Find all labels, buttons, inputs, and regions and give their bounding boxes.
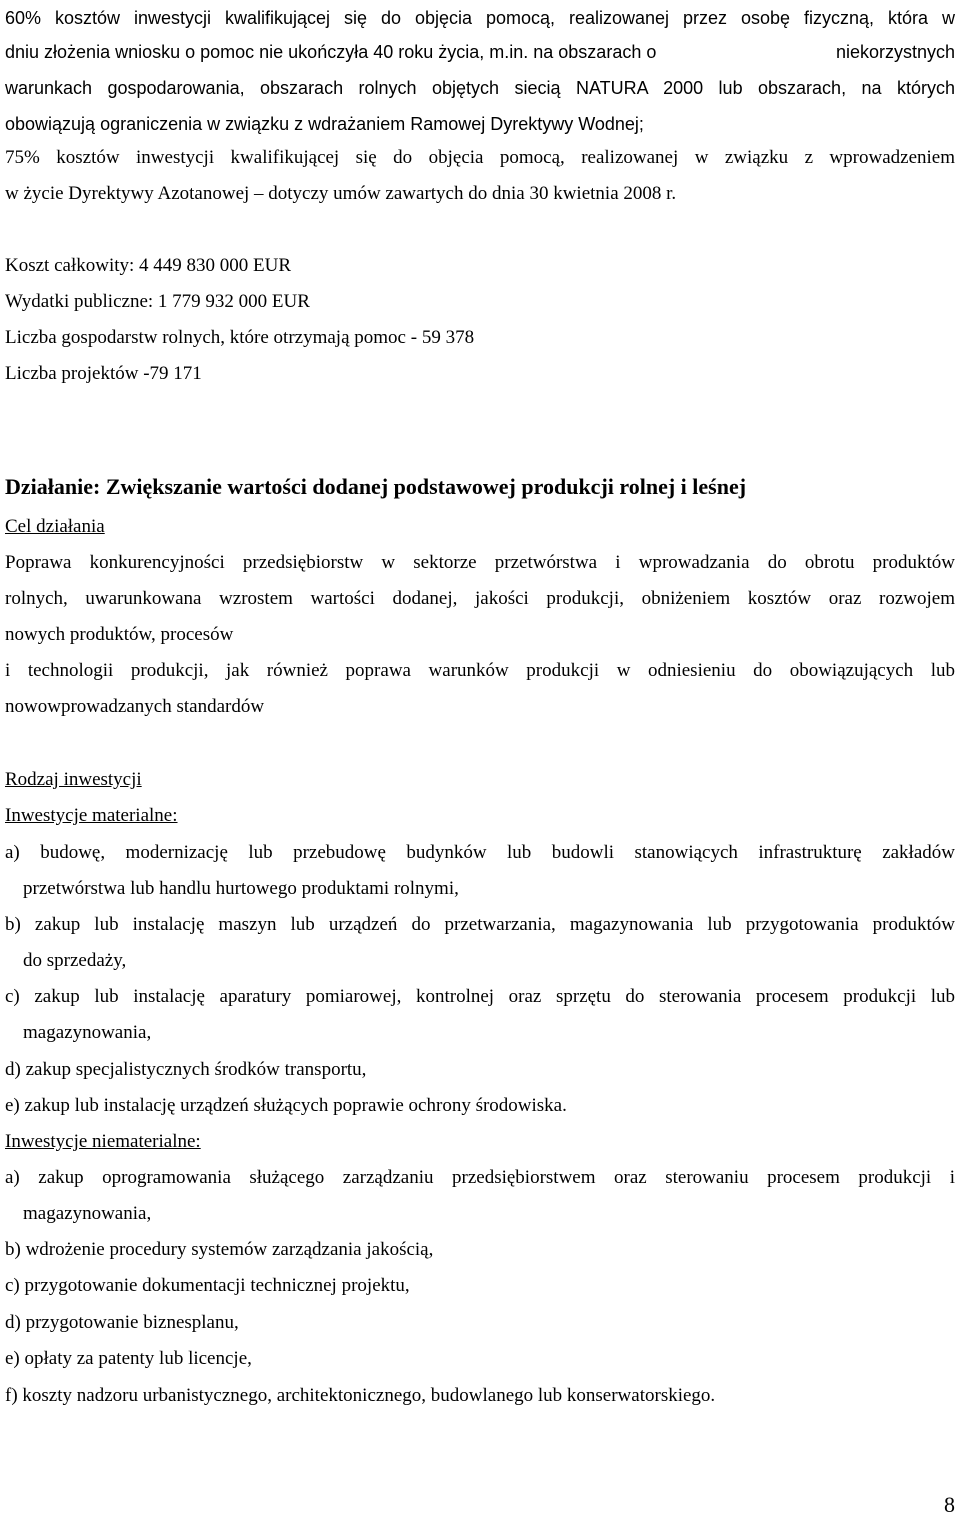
material-item-a-line2: przetwórstwa lub handlu hurtowego produktami rolnymi, [23, 878, 459, 899]
material-item-a-line1: a) budowę, modernizację lub przebudowę budynków lub budowli stanowiących infrastrukturę zakładów [5, 842, 955, 863]
material-item-d: d) zakup specjalistycznych środków transportu, [5, 1059, 367, 1080]
goal-line-3: nowych produktów, procesów [5, 624, 234, 645]
farms-count: Liczba gospodarstw rolnych, które otrzymają pomoc - 59 378 [5, 327, 475, 348]
page-number: 8 [944, 1492, 955, 1517]
material-item-b-line1: b) zakup lub instalację maszyn lub urządzeń do przetwarzania, magazynowania lub przygotowania produktów [5, 914, 955, 935]
intro-line-1: 60% kosztów inwestycji kwalifikującej się do objęcia pomocą, realizowanej przez osobę fizyczną, która w [5, 8, 955, 28]
immaterial-item-c: c) przygotowanie dokumentacji technicznej projektu, [5, 1275, 410, 1296]
public-expenditure: Wydatki publiczne: 1 779 932 000 EUR [5, 291, 310, 312]
total-cost: Koszt całkowity: 4 449 830 000 EUR [5, 255, 292, 276]
immaterial-item-a-line2: magazynowania, [23, 1203, 152, 1224]
immaterial-item-d: d) przygotowanie biznesplanu, [5, 1312, 239, 1333]
intro-line-3: warunkach gospodarowania, obszarach rolnych objętych siecią NATURA 2000 lub obszarach, na których [5, 78, 955, 98]
goal-line-1: Poprawa konkurencyjności przedsiębiorstw w sektorze przetwórstwa i wprowadzania do obrotu produktów [5, 552, 955, 573]
material-label: Inwestycje materialne: [5, 805, 178, 826]
immaterial-item-f: f) koszty nadzoru urbanistycznego, architektonicznego, budowlanego lub konserwatorskiego. [5, 1385, 716, 1406]
material-item-b-line2: do sprzedaży, [23, 950, 127, 971]
immaterial-item-a-line1: a) zakup oprogramowania służącego zarządzaniu przedsiębiorstwem oraz sterowaniu procesem produkcji i [5, 1167, 955, 1188]
goal-line-5: nowowprowadzanych standardów [5, 696, 265, 717]
intro-line-2a: dniu złożenia wniosku o pomoc nie ukończyła 40 roku życia, m.in. na obszarach o [5, 42, 657, 62]
immaterial-label: Inwestycje niematerialne: [5, 1131, 201, 1152]
immaterial-item-e: e) opłaty za patenty lub licencje, [5, 1348, 252, 1369]
intro-line-2 [5, 34, 955, 70]
material-item-c-line1: c) zakup lub instalację aparatury pomiarowej, kontrolnej oraz sprzętu do sterowania procesem produkcji lub [5, 986, 955, 1007]
investment-type-label: Rodzaj inwestycji [5, 769, 142, 790]
section-heading: Działanie: Zwiększanie wartości dodanej podstawowej produkcji rolnej i leśnej [5, 474, 747, 499]
goal-label: Cel działania [5, 516, 105, 537]
goal-line-2: rolnych, uwarunkowana wzrostem wartości dodanej, jakości produkcji, obniżeniem kosztów oraz rozwojem [5, 588, 955, 609]
goal-line-4: i technologii produkcji, jak również poprawa warunków produkcji w odniesieniu do obowiązujących lub [5, 660, 955, 681]
intro-line-5: 75% kosztów inwestycji kwalifikującej się do objęcia pomocą, realizowanej w związku z wprowadzeniem [5, 147, 955, 168]
material-item-c-line2: magazynowania, [23, 1022, 152, 1043]
intro-line-6: w życie Dyrektywy Azotanowej – dotyczy umów zawartych do dnia 30 kwietnia 2008 r. [5, 183, 677, 204]
projects-count: Liczba projektów -79 171 [5, 363, 202, 384]
intro-line-4: obowiązują ograniczenia w związku z wdrażaniem Ramowej Dyrektywy Wodnej; [5, 114, 644, 134]
material-item-e: e) zakup lub instalację urządzeń służących poprawie ochrony środowiska. [5, 1095, 567, 1116]
immaterial-item-b: b) wdrożenie procedury systemów zarządzania jakością, [5, 1239, 434, 1260]
intro-line-2b: niekorzystnych [835, 42, 955, 62]
